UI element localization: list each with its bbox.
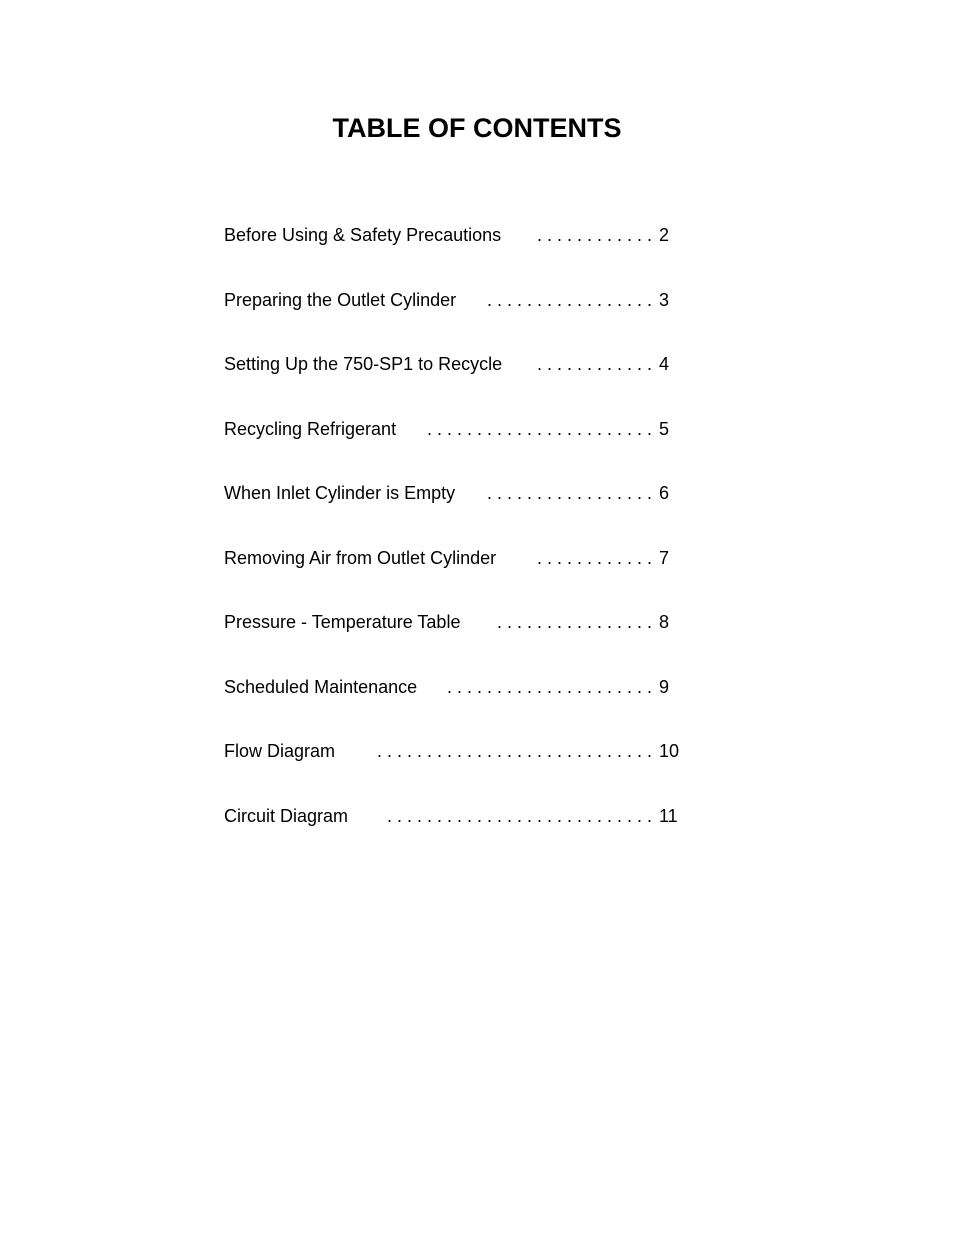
toc-entry-setting-up[interactable] — [224, 352, 694, 376]
toc-entry-removing-air[interactable] — [224, 546, 694, 570]
toc-page-number: 5 — [659, 419, 670, 439]
toc-entry-title: Scheduled Maintenance — [224, 677, 418, 697]
toc-dot-leader: . . . . . . . . . . . . . . . . . . . . . . . . . . . — [386, 806, 652, 826]
toc-page-number: 11 — [659, 806, 678, 826]
toc-entry-preparing-outlet-cylinder[interactable] — [224, 288, 694, 312]
toc-dot-leader: . . . . . . . . . . . . . . . . . . . . . . . . . . . . — [376, 741, 652, 761]
toc-entry-title: Circuit Diagram — [224, 806, 349, 826]
toc-entry-title: Flow Diagram — [224, 741, 336, 761]
toc-dot-leader: . . . . . . . . . . . . . . . . — [496, 612, 652, 632]
toc-entry-recycling-refrigerant[interactable] — [224, 417, 694, 441]
toc-page-number: 9 — [659, 677, 670, 697]
toc-entry-scheduled-maintenance[interactable] — [224, 675, 694, 699]
toc-page-number: 8 — [659, 612, 670, 632]
toc-page-number: 3 — [659, 290, 670, 310]
toc-page-number: 4 — [659, 354, 670, 374]
toc-page-number: 7 — [659, 548, 670, 568]
toc-dot-leader: . . . . . . . . . . . . — [536, 548, 652, 568]
toc-entry-pressure-temperature-table[interactable] — [224, 610, 694, 634]
toc-entry-title: Preparing the Outlet Cylinder — [224, 290, 457, 310]
toc-entry-safety-precautions[interactable] — [224, 223, 694, 247]
toc-page-number: 10 — [659, 741, 680, 761]
page-title: TABLE OF CONTENTS — [332, 113, 622, 143]
toc-entry-circuit-diagram[interactable] — [224, 804, 694, 828]
toc-entry-title: Recycling Refrigerant — [224, 419, 397, 439]
toc-dot-leader: . . . . . . . . . . . . . . . . . — [486, 483, 652, 503]
toc-entry-title: Before Using & Safety Precautions — [224, 225, 502, 245]
toc-page-number: 6 — [659, 483, 670, 503]
toc-dot-leader: . . . . . . . . . . . . . . . . . — [486, 290, 652, 310]
toc-entry-inlet-cylinder-empty[interactable] — [224, 481, 694, 505]
toc-page-number: 2 — [659, 225, 670, 245]
toc-entry-title: Setting Up the 750-SP1 to Recycle — [224, 354, 503, 374]
toc-dot-leader: . . . . . . . . . . . . — [536, 354, 652, 374]
toc-dot-leader: . . . . . . . . . . . . — [536, 225, 652, 245]
toc-dot-leader: . . . . . . . . . . . . . . . . . . . . . — [446, 677, 652, 697]
toc-entry-title: When Inlet Cylinder is Empty — [224, 483, 456, 503]
toc-entry-title: Removing Air from Outlet Cylinder — [224, 548, 497, 568]
toc-entry-title: Pressure - Temperature Table — [224, 612, 461, 632]
toc-dot-leader: . . . . . . . . . . . . . . . . . . . . . . . — [426, 419, 652, 439]
toc-entry-flow-diagram[interactable] — [224, 739, 694, 763]
